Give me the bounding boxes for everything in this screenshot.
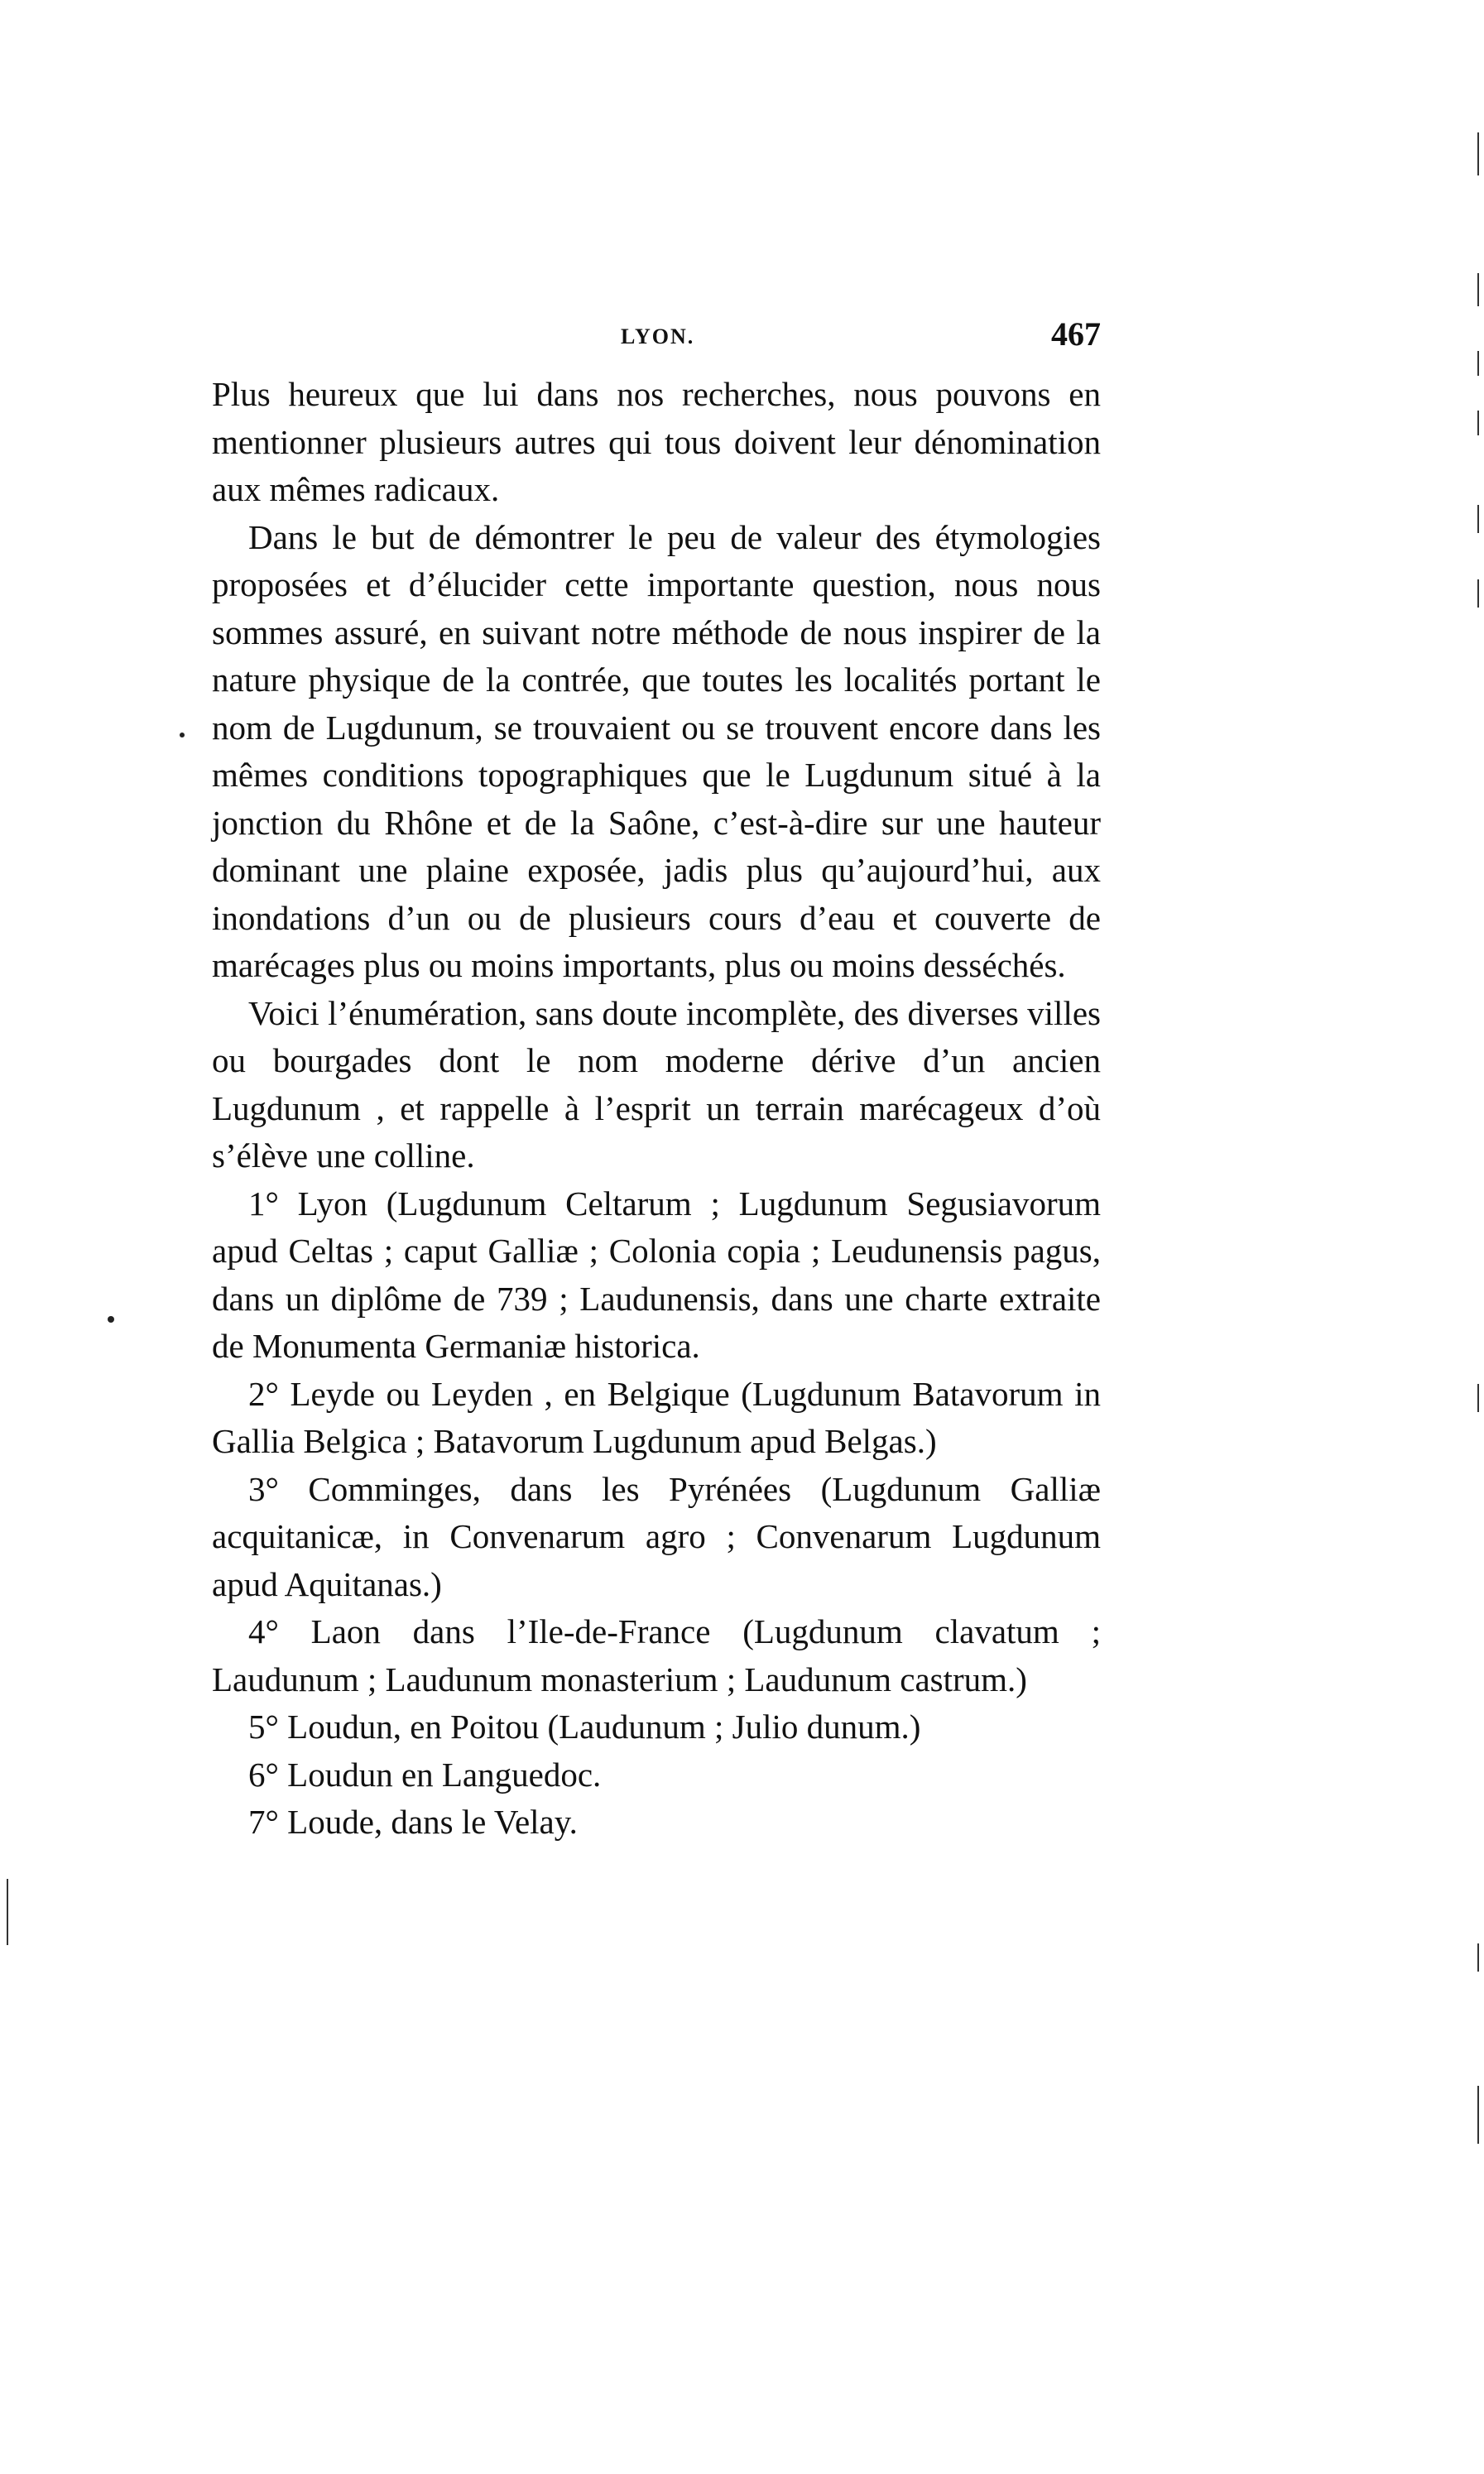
paragraph: Plus heureux que lui dans nos recherches, nous pouvons en mentionner plusieurs autres qui tous doivent leur dénomination aux mêmes radicaux. <box>212 375 1101 508</box>
scan-speck <box>108 1316 114 1323</box>
page-header <box>212 315 1101 364</box>
scan-margin-mark <box>7 1879 8 1945</box>
list-item: 7° Loude, dans le Velay. <box>248 1803 578 1841</box>
page-number: 467 <box>1051 315 1101 353</box>
scan-margin-mark <box>1477 351 1479 376</box>
scan-margin-mark <box>1477 505 1479 533</box>
list-item: 6° Loudun en Languedoc. <box>248 1755 602 1794</box>
scan-margin-mark <box>1477 2086 1479 2144</box>
scan-margin-mark <box>1477 579 1479 608</box>
list-item: 3° Comminges, dans les Pyrénées (Lugdunum Galliæ acquitanicæ, in Convenarum agro ; Convenarum Lugdunum apud Aquitanas.) <box>212 1469 1101 1603</box>
scan-margin-mark <box>1477 1943 1479 1972</box>
running-title: LYON. <box>621 324 695 348</box>
scan-margin-mark <box>1477 132 1479 175</box>
body-text <box>212 371 1101 1847</box>
scan-margin-mark <box>1477 273 1479 306</box>
paragraph: Voici l’énumération, sans doute incomplète, des diverses villes ou bourgades dont le nom moderne dérive d’un ancien Lugdunum , et rappelle à l’esprit un terrain marécageux d’où s’élève une colline. <box>212 993 1101 1175</box>
list-item: 4° Laon dans l’Ile-de-France (Lugdunum clavatum ; Laudunum ; Laudunum monasterium ; Laudunum castrum.) <box>212 1612 1101 1698</box>
scan-margin-mark <box>1477 1384 1479 1412</box>
paragraph: Dans le but de démontrer le peu de valeur des étymologies proposées et d’élucider cette importante question, nous nous sommes assuré, en suivant notre méthode de nous inspirer de la nature physique de la contrée, que toutes les localités portant le nom de Lugdunum, se trouvaient ou se trouvent encore dans les mêmes conditions topographiques que le Lugdunum situé à la jonction du Rhône et de la Saône, c’est-à-dire sur une hauteur dominant une plaine exposée, jadis plus qu’aujourd’hui, aux inondations d’un ou de plusieurs cours d’eau et couverte de marécages plus ou moins importants, plus ou moins desséchés. <box>212 517 1101 984</box>
scan-speck <box>180 733 185 737</box>
scan-margin-mark <box>1477 411 1479 435</box>
list-item: 2° Leyde ou Leyden , en Belgique (Lugdunum Batavorum in Gallia Belgica ; Batavorum Lugdunum apud Belgas.) <box>212 1374 1101 1460</box>
list-item: 5° Loudun, en Poitou (Laudunum ; Julio dunum.) <box>248 1708 921 1746</box>
list-item: 1° Lyon (Lugdunum Celtarum ; Lugdunum Segusiavorum apud Celtas ; caput Galliæ ; Colonia copia ; Leudunensis pagus, dans un diplôme de 739 ; Laudunensis, dans une charte extraite de Monumenta Germaniæ historica. <box>212 1184 1101 1365</box>
